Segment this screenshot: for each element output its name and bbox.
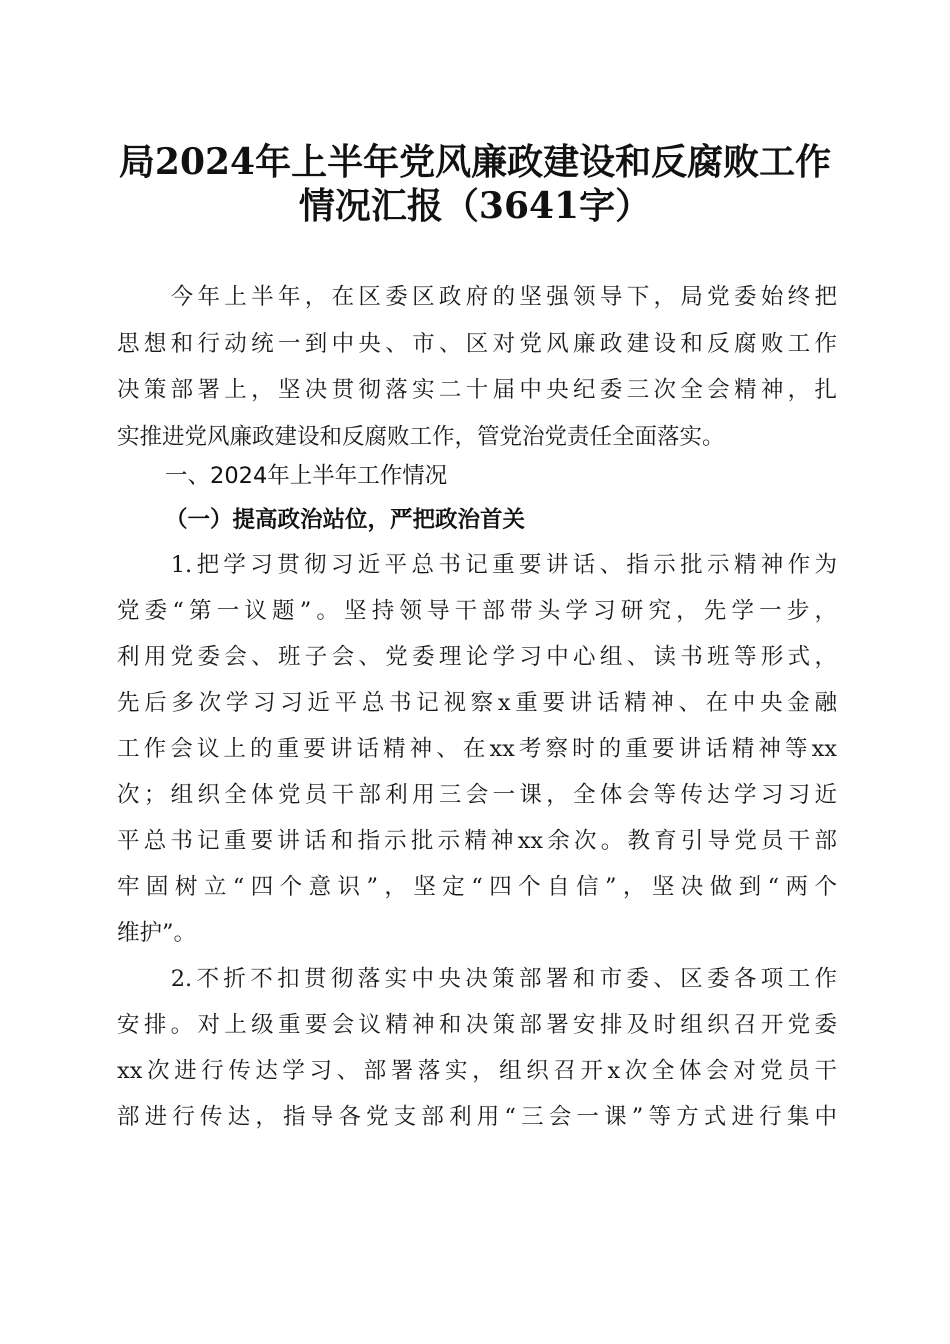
item-2-line: 部进行传达，指导各党支部利用“三会一课”等方式进行集中 [117, 1104, 837, 1130]
document-title-line-1: 局2024年上半年党风廉政建设和反腐败工作 [118, 141, 832, 183]
item-1-line: 牢固树立“四个意识”，坚定“四个自信”，坚决做到“两个 [117, 874, 837, 900]
item-2-line: xx次进行传达学习、部署落实，组织召开x次全体会对党员干 [117, 1058, 837, 1084]
section-heading: 一、2024年上半年工作情况 [165, 463, 448, 489]
intro-paragraph-line: 今年上半年，在区委区政府的坚强领导下，局党委始终把 [117, 284, 837, 310]
item-1-line: 次；组织全体党员干部利用三会一课，全体会等传达学习习近 [117, 782, 837, 808]
item-1-line: 维护”。 [117, 920, 197, 946]
item-1-line: 平总书记重要讲话和指示批示精神xx余次。教育引导党员干部 [117, 828, 837, 854]
item-2-line: 安排。对上级重要会议精神和决策部署安排及时组织召开党委 [117, 1012, 837, 1038]
item-2-line: 2.不折不扣贯彻落实中央决策部署和市委、区委各项工作 [117, 966, 837, 992]
document-title-line-2: 情况汇报（3641字） [298, 185, 652, 227]
subsection-heading: （一）提高政治站位，严把政治首关 [165, 507, 526, 533]
item-1-line: 先后多次学习习近平总书记视察x重要讲话精神、在中央金融 [117, 690, 837, 716]
intro-paragraph-line: 实推进党风廉政建设和反腐败工作，管党治党责任全面落实。 [117, 424, 725, 450]
item-1-line: 利用党委会、班子会、党委理论学习中心组、读书班等形式， [117, 644, 837, 670]
item-1-line: 1.把学习贯彻习近平总书记重要讲话、指示批示精神作为 [117, 552, 837, 578]
intro-paragraph-line: 思想和行动统一到中央、市、区对党风廉政建设和反腐败工作 [117, 331, 837, 357]
intro-paragraph-line: 决策部署上，坚决贯彻落实二十届中央纪委三次全会精神，扎 [117, 377, 837, 403]
item-1-line: 工作会议上的重要讲话精神、在xx考察时的重要讲话精神等xx [117, 736, 837, 762]
item-1-line: 党委“第一议题”。坚持领导干部带头学习研究，先学一步， [117, 598, 837, 624]
